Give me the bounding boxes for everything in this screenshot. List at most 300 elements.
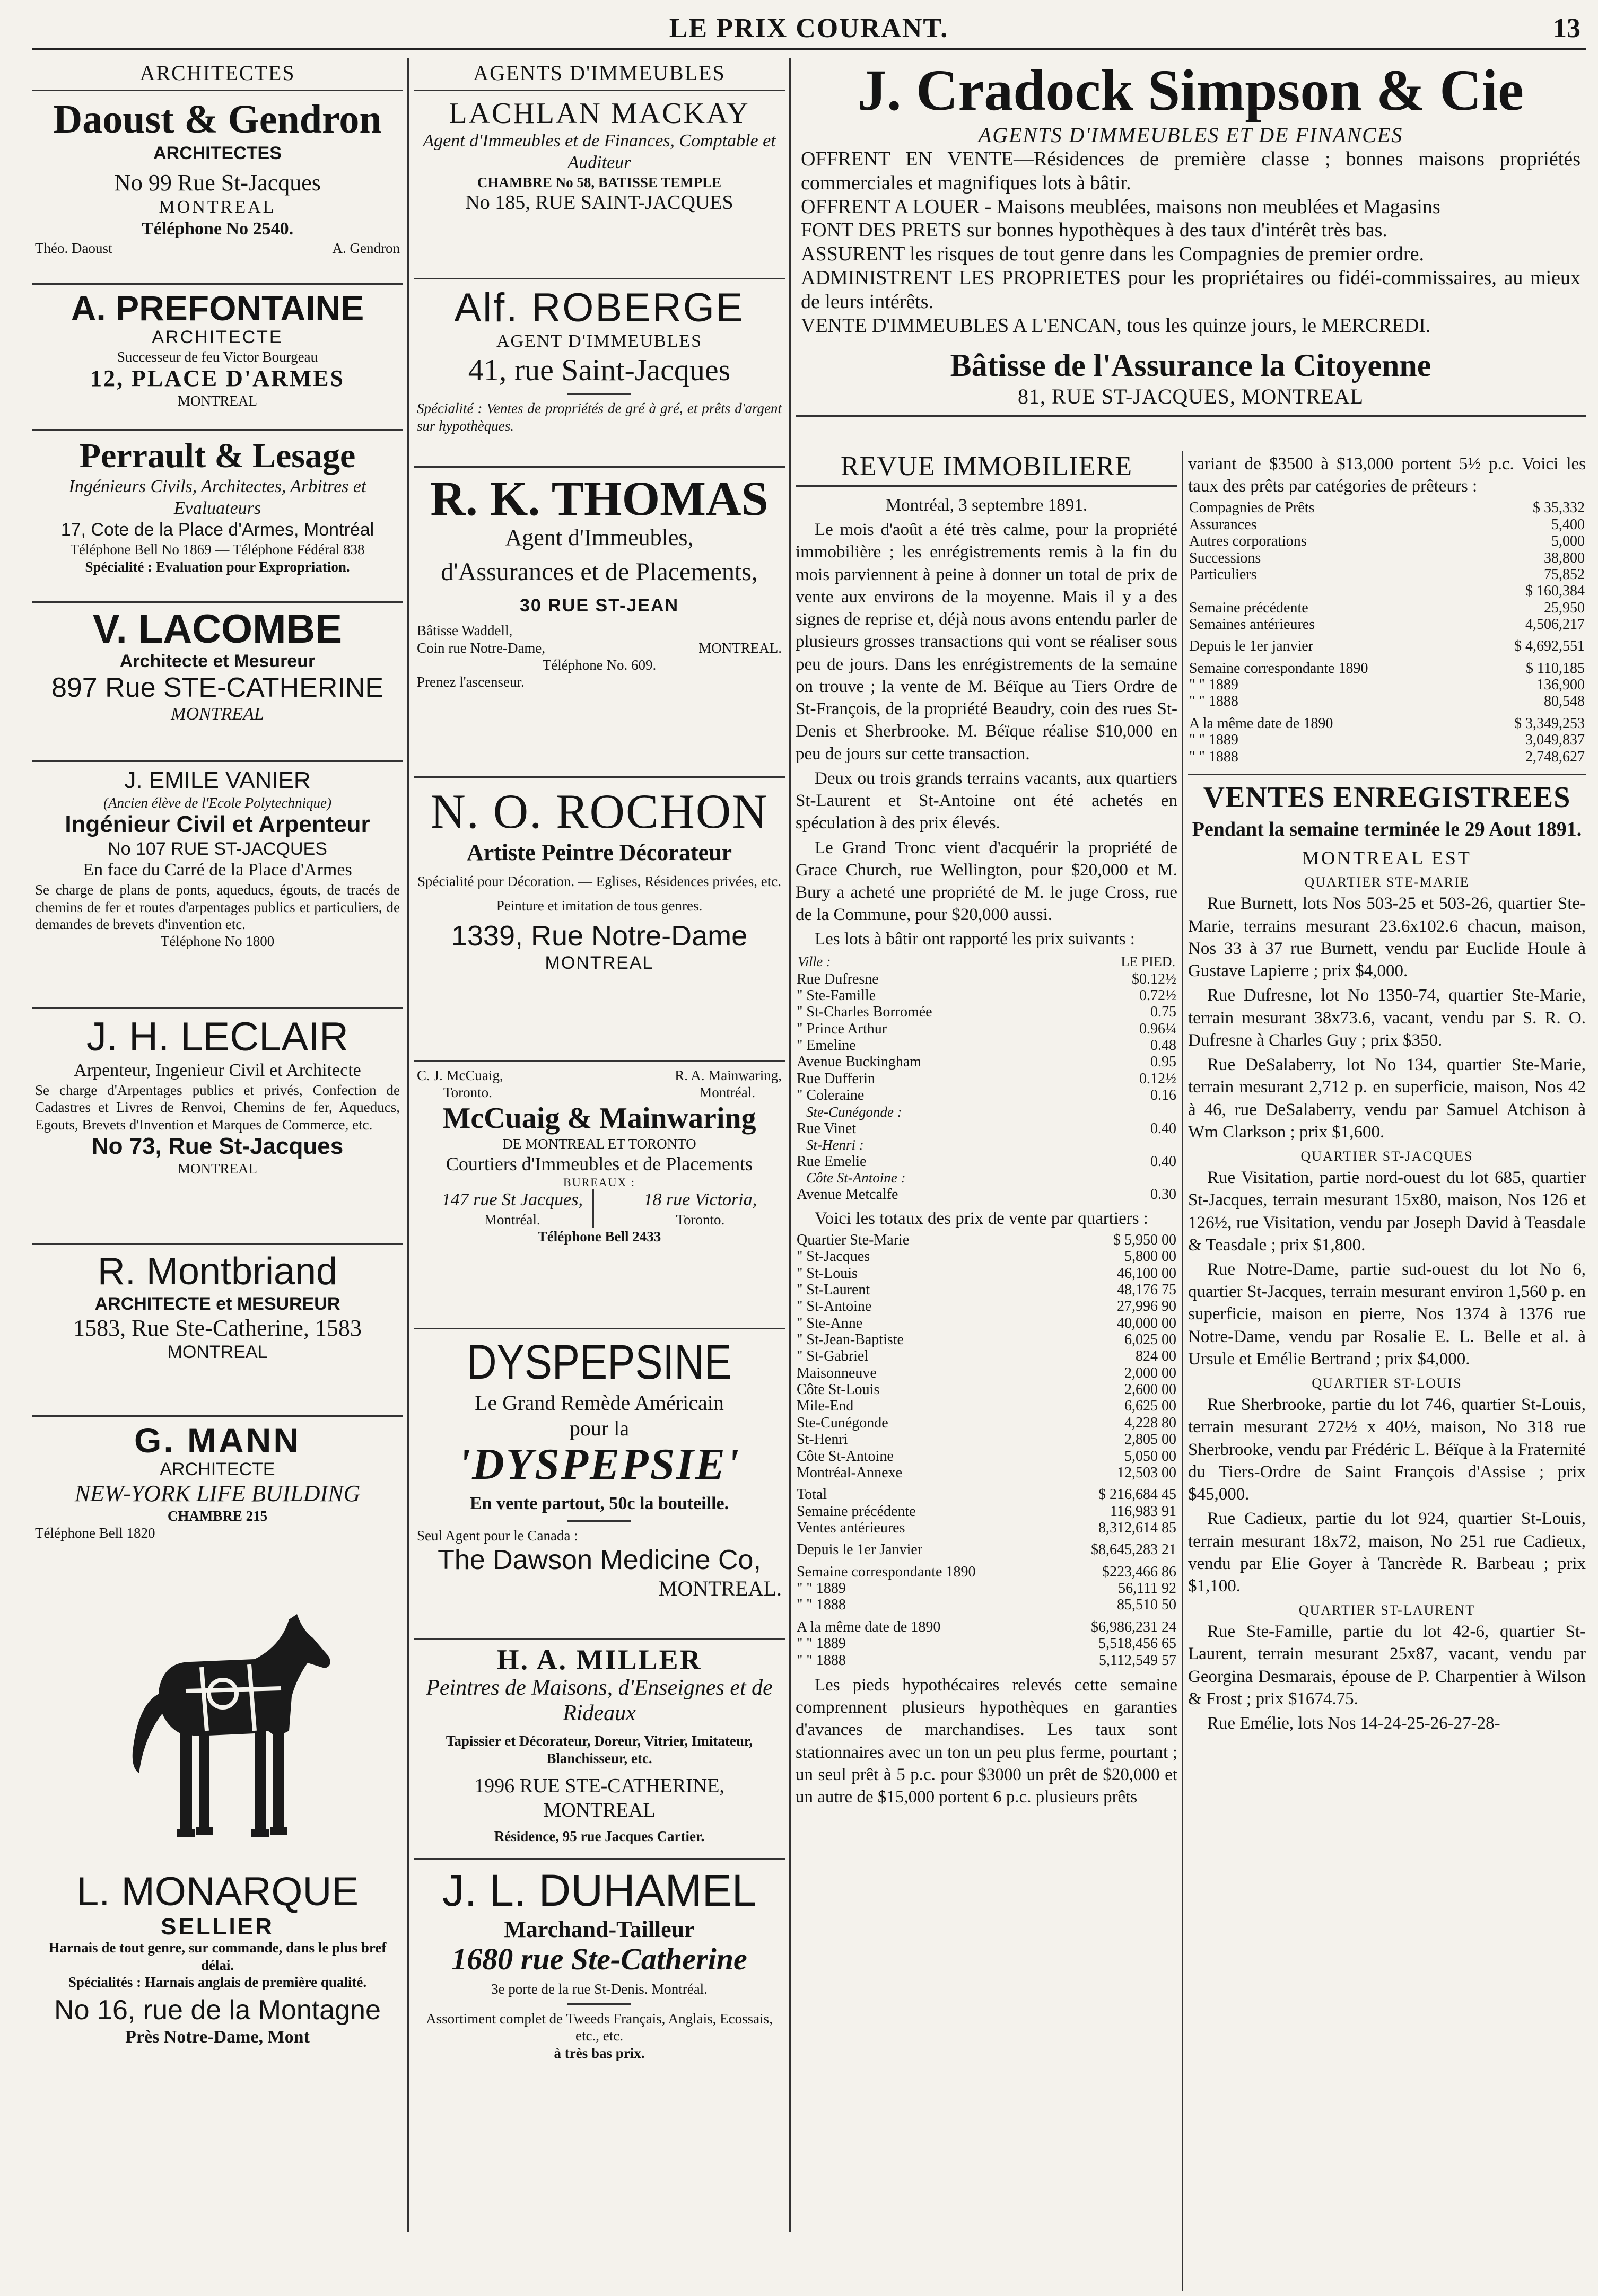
quartier-heading: QUARTIER ST-JACQUES [1300,1149,1473,1164]
table-row [796,1564,1177,1580]
row-label: Montréal-Annexe [797,1464,903,1481]
ad-role: AGENT D'IMMEUBLES [496,331,702,351]
ad-phone: Téléphone Bell 1820 [35,1525,155,1541]
ad-spec: Spécialité : Ventes de propriétés de gré à gré, et prêts d'argent sur hypothèques. [417,400,782,434]
row-label: Semaine correspondante 1890 [1189,660,1368,677]
rule [567,2003,631,2005]
table-row [796,1232,1177,1248]
ad-role: Courtiers d'Immeubles et de Placements [446,1153,753,1175]
row-label: " Ste-Famille [797,987,876,1004]
ad-desc: Se charge de plans de ponts, aqueducs, égouts, de tracés de chemins de fer et routes d'arpentages publics et particuliers, de demandes de brevets d'invention etc. [35,882,400,932]
ad-from: DE MONTREAL ET TORONTO [502,1136,696,1152]
row-value: $ 216,684 45 [1098,1486,1176,1503]
table-row [1188,566,1586,583]
lots-table-sc [796,1120,1177,1137]
row-label: Mile-End [797,1398,854,1415]
row-label: A la même date de 1890 [1189,715,1333,732]
ad-agent: Seul Agent pour le Canada : [417,1527,578,1544]
ad-address: 1339, Rue Notre-Dame [451,920,748,952]
table-row [796,1652,1177,1669]
lots-table-csa [796,1186,1177,1203]
row-label: " St-Laurent [797,1281,870,1298]
table-row [796,1054,1177,1070]
paragraph: Le Grand Tronc vient d'acquérir la propriété de Grace Church, rue Wellington, pour $20,000 et M. Bury a acheté une propriété de M. le juge Cross, rue de la Commune, pour $20,000 aussi. [796,838,1177,925]
ad-perrault-lesage [32,431,403,603]
table-row [796,1431,1177,1448]
paragraph: variant de $3500 à $13,000 portent 5½ p.c. Voici les taux des prêts par catégories de prêteurs : [1188,454,1586,496]
row-value: $ 5,950 00 [1113,1231,1176,1248]
partner-left: Théo. Daoust [35,240,112,257]
column-rule [407,58,409,2232]
row-value: 5,400 [1551,516,1585,533]
ad-rochon [414,778,785,1062]
office-left-city: Montréal. [484,1211,540,1228]
ad-name: J. H. LECLAIR [86,1014,349,1059]
ad-name: N. O. ROCHON [430,784,769,838]
table-row [796,1186,1177,1203]
ad-building: NEW-YORK LIFE BUILDING [74,1480,361,1507]
revue-immobiliere [796,451,1177,1810]
row-value: 27,996 90 [1117,1298,1176,1315]
row-value: $ 4,692,551 [1514,638,1585,655]
row-value: $ 110,185 [1526,660,1585,677]
table-row [1188,660,1586,677]
row-value: $ 35,332 [1533,499,1585,516]
paragraph: Le mois d'août a été très calme, pour la propriété immobilière ; les enrégistrements remis à la fin du mois parviennent à peine à donner un total de prix de vente aux environs de la moyenne. Mais il y a des signes de reprise et, déjà nous avons entendu parler de plusieurs grosses transactions qui vont se réaliser sous peu de jours. Dans les enrégistrements de la semaine on trouve ; la vente de M. Béïque au Tiers Ordre de St-François, de la propriété Beaudry, coin des rues St-Denis et Sherbrooke. M. Béïque réalise $10,000 en peu de jours sur cette transaction. [796,520,1177,764]
row-label: " " 1889 [1189,677,1238,694]
ad-res: Résidence, 95 rue Jacques Cartier. [494,1828,705,1845]
ad-line: ADMINISTRENT LES PROPRIETES pour les propriétaires ou fidéi-commissaires, au mieux de leurs intérêts. [801,267,1580,313]
ad-role-2: d'Assurances et de Placements, [441,558,758,586]
row-value: 5,800 00 [1124,1248,1176,1265]
ad-line: FONT DES PRETS sur bonnes hypothèques à des taux d'intérêt très bas. [801,219,1387,242]
ad-corner: Coin rue Notre-Dame, [417,639,546,656]
horse-icon [80,1598,355,1863]
lenders-table [1188,499,1586,583]
row-label: Autres corporations [1189,533,1307,550]
row-label: Côte St-Antoine [797,1448,894,1465]
ad-name: H. A. MILLER [496,1644,702,1676]
since-table [1188,638,1586,654]
paragraph: Rue DeSalaberry, lot No 134, quartier Ste-Marie, terrain mesurant 2,712 p. en superficie, maison, Nos 42 à 46, rue DeSalaberry, vendu par Samuel Atchison à Wm Clarkson ; prix $1,600. [1188,1055,1586,1142]
ad-city: MONTREAL. [658,1576,782,1601]
ad-role: Ingénieur Civil et Arpenteur [65,811,370,837]
row-value: 12,503 00 [1117,1464,1176,1481]
table-row [1188,516,1586,533]
table-group-label: Ville : [798,953,831,969]
ad-spec: Spécialités : Harnais anglais de première qualité. [68,1974,367,1990]
row-value: $223,466 86 [1102,1563,1176,1580]
row-value: 85,510 50 [1117,1597,1176,1614]
summary-table [796,1619,1177,1669]
row-value: 80,548 [1544,693,1585,710]
ad-name: R. K. THOMAS [430,471,769,525]
row-value: 48,176 75 [1117,1281,1176,1298]
ad-role: Agent d'Immeubles et de Finances, Comptable et Auditeur [423,131,776,173]
row-value: 46,100 00 [1117,1265,1176,1282]
ad-address: No 99 Rue St-Jacques [114,170,321,196]
paragraph: Rue Visitation, partie nord-ouest du lot 685, quartier St-Jacques, terrain mesurant 15x80, maison, Nos 126 et 126½, rue Visitation, vendu par Joseph David à Teasdale & Teasdale ; prix $1,800. [1188,1168,1586,1255]
row-label: Semaine précédente [797,1503,916,1520]
ad-name: DYSPEPSINE [467,1335,732,1389]
table-row [796,1415,1177,1431]
paragraph: Les lots à bâtir ont rapporté les prix suivants : [815,930,1135,949]
ad-city: MONTREAL [167,1342,268,1363]
table-row [796,1021,1177,1037]
ad-room: CHAMBRE No 58, BATISSE TEMPLE [477,174,722,190]
page-header [32,10,1586,50]
row-label: Semaine correspondante 1890 [797,1563,976,1580]
row-label: " St-Jacques [797,1248,870,1265]
ad-address: No 73, Rue St-Jacques [91,1133,344,1159]
table-row [796,1635,1177,1652]
ad-phone: Téléphone No. 609. [542,656,657,673]
ad-room: CHAMBRE 215 [167,1508,268,1524]
paragraph: Deux ou trois grands terrains vacants, aux quartiers St-Laurent et St-Antoine ont été achetés en spéculation à des prix élevés. [796,768,1177,833]
ad-address: 17, Cote de la Place d'Armes, Montréal [60,520,374,540]
ad-address: 12, PLACE D'ARMES [90,365,345,392]
table-row [796,1398,1177,1414]
table-row [1188,600,1586,616]
ad-name: Perrault & Lesage [79,436,356,475]
table-group-label: Ste-Cunégonde : [806,1103,902,1120]
row-value: 5,518,456 65 [1098,1635,1176,1652]
ad-city: MONTREAL [178,1160,257,1177]
lots-table [796,971,1177,1104]
table-row [1188,732,1586,748]
table-row [796,1315,1177,1331]
row-value: 40,000 00 [1117,1314,1176,1331]
row-value: 0.48 [1150,1037,1176,1054]
lenders-total [1188,583,1586,599]
row-value: 116,983 91 [1110,1503,1176,1520]
row-value: $ 160,384 [1525,583,1585,600]
ad-line: ASSURENT les risques de tout genre dans les Compagnies de premier ordre. [801,243,1424,266]
ad-address: 1680 rue Ste-Catherine [451,1941,747,1976]
ad-role: ARCHITECTES [153,143,282,164]
quartier-heading: QUARTIER ST-LOUIS [1312,1375,1462,1391]
row-value: 0.72½ [1139,987,1176,1004]
ad-name: G. MANN [134,1421,301,1460]
ad-desc-2: Peinture et imitation de tous genres. [496,897,703,914]
ad-lacombe [32,603,403,762]
ad-name: J. EMILE VANIER [124,767,311,793]
row-value: 56,111 92 [1118,1580,1176,1597]
ad-name: J. Cradock Simpson & Cie [858,58,1524,122]
table-row [796,1348,1177,1364]
table-row [1188,550,1586,566]
ad-role: Arpenteur, Ingenieur Civil et Architecte [74,1061,361,1080]
table-group-label: Côte St-Antoine : [806,1170,906,1186]
table-row [796,1331,1177,1348]
row-label: Avenue Metcalfe [797,1186,898,1203]
ad-note: Prenez l'ascenseur. [417,674,525,690]
row-label: Assurances [1189,516,1257,533]
paragraph: Rue Notre-Dame, partie sud-ouest du lot No 6, quartier St-Jacques, terrain mesurant environ 1,560 p. en superficie, maison en pierre, Nos 1374 à 1376 rue Notre-Dame, vendu par Rosalie E. L. Belle et al. à Ursule et Emélie Bertrand ; prix $4,000. [1188,1259,1586,1369]
ad-line: VENTE D'IMMEUBLES A L'ENCAN, tous les quinze jours, le MERCREDI. [801,314,1431,337]
row-value: 4,506,217 [1525,616,1585,633]
row-label: Compagnies de Prêts [1189,499,1315,516]
row-value: 0.95 [1150,1054,1176,1071]
summary-table [796,1564,1177,1614]
paragraph: Les pieds hypothécaires relevés cette semaine comprennent plusieurs hypothèques en garanties d'avances de marchandises. Les taux sont stationnaires avec un ton un peu plus ferme, pourtant ; un seul prêt à 5 p.c. pour $3000 un prêt de $20,000 et un autre de $15,000 portent 6 p.c. plusieurs prêts [796,1675,1177,1807]
ad-city: MONTREAL. [698,639,782,656]
table-row [796,1282,1177,1298]
ad-address: 897 Rue STE-CATHERINE [51,672,384,703]
ad-city: MONTREAL [159,197,276,217]
ad-role: ARCHITECTE [160,1459,275,1480]
column-cradock-revue [796,58,1586,1807]
revue-columns [796,451,1586,2296]
row-label: Depuis le 1er Janvier [797,1541,923,1558]
row-label: Total [797,1486,827,1503]
ad-address: 1996 RUE STE-CATHERINE, MONTREAL [474,1775,724,1821]
ad-role: Ingénieurs Civils, Architectes, Arbitres et Evaluateurs [68,476,366,518]
column-rule [789,58,791,2232]
paragraph: Rue Dufresne, lot No 1350-74, quartier Ste-Marie, terrain mesurant 38x73.6, vacant, vendu par S. R. O. Dufresne à Charles Guy ; prix $350. [1188,986,1586,1050]
row-label: " St-Jean-Baptiste [797,1331,904,1348]
ad-subtitle: AGENTS D'IMMEUBLES ET DE FINANCES [978,123,1403,147]
row-value: 0.30 [1150,1186,1176,1203]
ad-name: L. MONARQUE [76,1869,359,1914]
ad-role: ARCHITECTE et MESUREUR [94,1294,340,1314]
ad-role: Architecte et Mesureur [119,651,316,671]
section-heading: AGENTS D'IMMEUBLES [414,58,785,91]
row-label: " St-Louis [797,1265,858,1282]
summary-table [796,1541,1177,1558]
row-label: Côte St-Louis [797,1381,880,1398]
table-row [796,987,1177,1004]
table-row [796,1365,1177,1381]
rule [567,1520,631,1522]
row-label: " St-Antoine [797,1298,872,1315]
table-row [1188,749,1586,765]
ad-mann [32,1417,403,1588]
row-label: " " 1888 [1189,748,1238,765]
ad-role: ARCHITECTE [152,327,283,348]
table-row [796,1520,1177,1536]
running-title: LE PRIX COURANT. [669,13,949,43]
partner-right-city: Montréal. [699,1084,755,1101]
ad-mccuaig [414,1062,785,1329]
ad-cradock-simpson [796,58,1586,417]
dateline: Montréal, 3 septembre 1891. [885,496,1088,515]
row-value: 2,805 00 [1124,1431,1176,1448]
row-label: Successions [1189,549,1261,566]
row-value: 38,800 [1544,549,1585,566]
corresp-table [1188,660,1586,710]
ad-address: No 16, rue de la Montagne [54,1995,381,2026]
ad-company: The Dawson Medicine Co, [438,1545,761,1576]
table-row [796,1087,1177,1103]
table-row [796,1004,1177,1020]
table-row [796,971,1177,987]
paragraph: Rue Sherbrooke, partie du lot 746, quartier St-Louis, terrain mesurant 272½ x 40½, maison, No 318 rue Sherbrooke, vendu par Frédéric L. Béïque à la Fraternité du Tiers-Ordre de Saint François d'Assise ; prix $45,000. [1188,1395,1586,1504]
row-value: $ 3,349,253 [1514,715,1585,732]
ad-role: Artiste Peintre Décorateur [466,839,732,865]
section-period: Pendant la semaine terminée le 29 Aout 1891. [1192,818,1582,840]
table-row [796,1448,1177,1465]
row-value: 5,050 00 [1124,1448,1176,1465]
ad-montbriand [32,1245,403,1417]
row-label: Semaines antérieures [1189,616,1315,633]
partner-right: A. Gendron [332,240,400,257]
row-value: $8,645,283 21 [1091,1541,1176,1558]
table-row [796,1465,1177,1481]
ad-name: R. Montbriand [97,1250,338,1293]
ad-spec: Spécialité : Evaluation pour Expropriation. [85,558,350,575]
table-row [796,1619,1177,1635]
row-value: 0.40 [1150,1120,1176,1137]
ad-role-1: Agent d'Immeubles, [505,524,694,550]
row-value: 8,312,614 85 [1098,1519,1176,1536]
row-value: 2,000 00 [1124,1364,1176,1381]
table-row [1188,693,1586,709]
paragraph: Rue Cadieux, partie du lot 924, quartier St-Louis, terrain mesurant 18x72, maison, No 251 rue Cadieux, vendu par Elie Goyer à Tancrède R. Barbeau ; prix $1,100. [1188,1509,1586,1596]
row-value: 2,748,627 [1525,748,1585,765]
row-label: Ste-Cunégonde [797,1414,888,1431]
ad-role: Peintres de Maisons, d'Enseignes et de Rideaux [426,1675,773,1725]
row-label: Ventes antérieures [797,1519,905,1536]
ad-target: 'DYSPEPSIE' [458,1440,741,1489]
ad-phones: Téléphone Bell No 1869 — Téléphone Fédéral 838 [70,541,365,558]
row-value: 4,228 80 [1124,1414,1176,1431]
paragraph: Rue Ste-Famille, partie du lot 42-6, quartier St-Laurent, terrain mesurant 25x87, vacant, vendu par Georgina Desmarais, épouse de P. Charpentier à Wilson & Frost ; prix $1674.75. [1188,1622,1586,1708]
row-value: 136,900 [1536,677,1585,694]
ad-price: à très bas prix. [554,2045,645,2061]
row-label: A la même date de 1890 [797,1618,941,1635]
row-value: 0.40 [1150,1153,1176,1170]
ad-address: 1583, Rue Ste-Catherine, 1583 [73,1314,362,1341]
row-label [1188,583,1201,599]
partner-left-city: Toronto. [443,1084,492,1101]
ad-phone: Téléphone Bell 2433 [537,1229,661,1245]
totaux-table [796,1232,1177,1481]
row-label: Particuliers [1189,566,1257,583]
weeks-table [1188,600,1586,633]
ad-desc: Assortiment complet de Tweeds Français, Anglais, Ecossais, etc., etc. [426,2010,773,2044]
table-row [796,1248,1177,1265]
table-row [1188,499,1586,516]
quartier-heading: QUARTIER ST-LAURENT [1298,1602,1475,1618]
row-value: 0.16 [1150,1087,1176,1104]
row-label: Rue Dufresne [797,970,879,987]
ventes-enregistrees [1188,451,1586,1737]
row-value: 5,112,549 57 [1099,1652,1176,1669]
ad-name: J. L. DUHAMEL [442,1865,757,1915]
row-label: Semaine précédente [1189,599,1308,616]
row-label: " Ste-Anne [797,1314,863,1331]
table-group-label: St-Henri : [806,1136,864,1153]
ad-name: Alf. ROBERGE [454,285,745,330]
office-left-address: 147 rue St Jacques, [441,1190,583,1210]
ad-line: OFFRENT EN VENTE—Résidences de première classe ; bonnes maisons propriétés commerciales et magnifiques lots à bâtir. [801,148,1580,194]
ad-role: SELLIER [161,1914,274,1940]
ad-leclair [32,1009,403,1245]
office-right-city: Toronto. [676,1211,725,1228]
ad-city: MONTREAL [171,704,264,724]
ad-note: (Ancien élève de l'Ecole Polytechnique) [103,794,332,811]
row-label: " Emeline [797,1037,856,1054]
row-label: " St-Charles Borromée [797,1004,932,1021]
paragraph: Rue Burnett, lots Nos 503-25 et 503-26, quartier Ste-Marie, terrains mesurant 23.6x102.6 chacun, maison, Nos 33 à 37 rue Burnett, vendu par Euclide Houle à Gustave Lapierre ; prix $4,000. [1188,894,1586,981]
ad-desc: Tapissier et Décorateur, Doreur, Vitrier, Imitateur, Blanchisseur, etc. [446,1733,753,1766]
row-label: " " 1888 [797,1597,846,1614]
ad-desc: Se charge d'Arpentages publics et privés, Confection de Cadastres et Livres de Renvoi, Chemins de fer, Aqueducs, Egouts, Brevets d'Invention et Marques de Commerce, etc. [35,1082,400,1133]
row-label: St-Henri [797,1431,848,1448]
ad-prefontaine [32,285,403,431]
district-heading: MONTREAL EST [1302,847,1472,869]
ad-miller [414,1640,785,1860]
table-row [1188,677,1586,693]
row-label: Rue Dufferin [797,1070,875,1087]
ad-dyspepsine [414,1329,785,1640]
paragraph: Voici les totaux des prix de vente par quartiers : [815,1208,1148,1228]
row-label: Maisonneuve [797,1364,877,1381]
ad-line: 3e porte de la rue St-Denis. Montréal. [491,1981,708,1997]
ad-name: V. LACOMBE [92,607,343,652]
ad-city: MONTREAL [545,953,654,974]
ad-phone: Téléphone No 1800 [160,933,275,950]
table-row [1188,715,1586,732]
row-value: 25,950 [1544,599,1585,616]
paragraph: Rue Emélie, lots Nos 14-24-25-26-27-28- [1207,1714,1500,1733]
ad-monarque [32,1588,403,2055]
table-row [796,1381,1177,1398]
table-unit: LE PIED. [1121,953,1175,969]
table-row [1188,616,1586,633]
ad-sale: En vente partout, 50c la bouteille. [469,1494,729,1514]
table-row [796,1486,1177,1503]
row-value: 75,852 [1544,566,1585,583]
table-row [796,1071,1177,1087]
ad-vanier [32,762,403,1009]
partner-right: R. A. Mainwaring, [675,1067,782,1083]
table-row [796,1580,1177,1597]
article-title: REVUE IMMOBILIERE [796,451,1177,487]
ad-phone: Téléphone No 2540. [141,218,294,239]
table-row [1188,533,1586,549]
row-value: $6,986,231 24 [1091,1618,1176,1635]
ad-address: No 185, RUE SAINT-JACQUES [465,191,733,214]
ad-role: Marchand-Tailleur [504,1916,695,1942]
partner-left: C. J. McCuaig, [417,1067,503,1083]
ad-near: Près Notre-Dame, Mont [125,2027,310,2047]
ad-thomas [414,468,785,778]
ad-address: No 107 RUE ST-JACQUES [108,838,327,859]
row-value: 824 00 [1136,1348,1176,1365]
quartier-heading: QUARTIER STE-MARIE [1304,874,1470,890]
ad-building: Bâtisse de l'Assurance la Citoyenne [950,347,1431,383]
column-architectes [32,58,403,2055]
page-number: 13 [1553,13,1580,43]
horse-illustration [35,1593,400,1869]
ad-name: A. PREFONTAINE [71,288,364,328]
row-label: " " 1889 [797,1580,846,1597]
ad-name: Daoust & Gendron [53,97,382,142]
row-value: 0.75 [1150,1004,1176,1021]
row-value: 5,000 [1551,533,1585,550]
row-value: 0.12½ [1139,1070,1176,1087]
summary-table [796,1486,1177,1536]
row-value: 3,049,837 [1525,732,1585,749]
ad-desc: Spécialité pour Décoration. — Eglises, Résidences privées, etc. [417,873,782,889]
ad-line: En face du Carré de la Place d'Armes [83,860,352,880]
column-rule [1182,451,1183,2291]
ad-mackay [414,91,785,279]
ad-line: OFFRENT A LOUER - Maisons meublées, maisons non meublées et Magasins [801,195,1440,218]
row-label: Rue Vinet [797,1120,857,1137]
